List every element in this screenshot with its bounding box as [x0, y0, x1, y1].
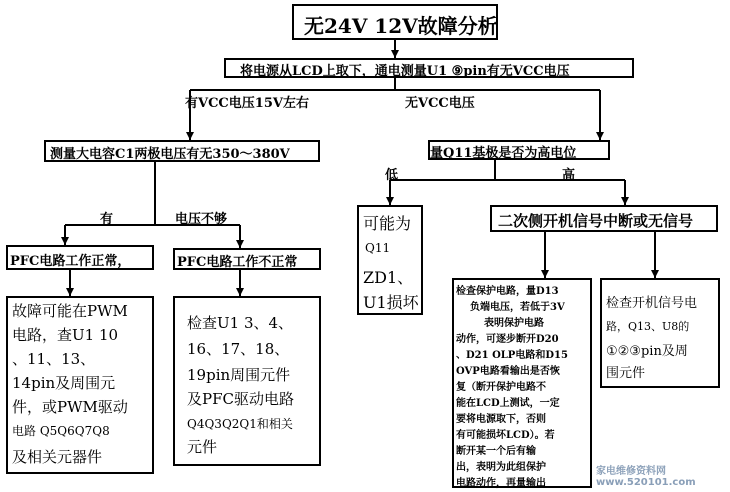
pfc-normal-box: PFC电路工作正常，	[6, 245, 154, 270]
result-signal-box: 检查开机信号电 路，Q13、U8的 ①②③pin及周 围元件	[600, 278, 720, 388]
title-box	[292, 4, 498, 40]
label-high: 高	[562, 168, 576, 183]
page-title: 无24V 12V故障分析	[304, 14, 498, 38]
possible-fault-box: 可能为 Q11 ZD1、 U1损坏	[357, 205, 423, 315]
result-protection-box: 检查保护电路，量D13 负端电压，若低于3V 表明保护电路 动作，可逐步断开D20 、D21 OLP电路和D15 OVP电路看输出是否恢 复（断开保护电路不 能在LCD上测试，一定 要将电源取下，否则 有可能损坏LCD）。若 断开某一个后有输 出，表明为此组保护 电路动作，再量输出	[452, 278, 592, 488]
pfc-abnormal-box: PFC电路工作不正常	[173, 248, 321, 270]
step-measure-capacitor: 测量大电容C1两极电压有无350～380V	[44, 140, 320, 162]
label-insufficient-voltage: 电压不够	[175, 212, 228, 227]
label-vcc-absent: 无VCC电压	[405, 96, 475, 111]
result-pwm-box: 故障可能在PWM 电路，查U1 10 、11、13、 14pin及周围元 件，或PWM驱动 电路 Q5Q6Q7Q8 及相关元器件	[6, 296, 154, 474]
label-vcc-present: 有VCC电压15V左右	[185, 96, 309, 111]
secondary-signal-box: 二次侧开机信号中断或无信号	[490, 205, 718, 232]
watermark: 家电维修资料网 www.520101.com	[596, 466, 696, 488]
step-measure-q11: 量Q11基极是否为高电位	[428, 140, 610, 160]
result-u1-box: 检查U1 3、4、 16、17、18、 19pin周围元件 及PFC驱动电路 Q4Q3Q2Q1和相关 元件	[173, 296, 321, 466]
step-measure-vcc: 将电源从LCD上取下，通电测量U1 ⑨pin有无VCC电压	[224, 58, 634, 78]
label-low: 低	[385, 168, 399, 183]
label-has-voltage: 有	[100, 212, 114, 227]
